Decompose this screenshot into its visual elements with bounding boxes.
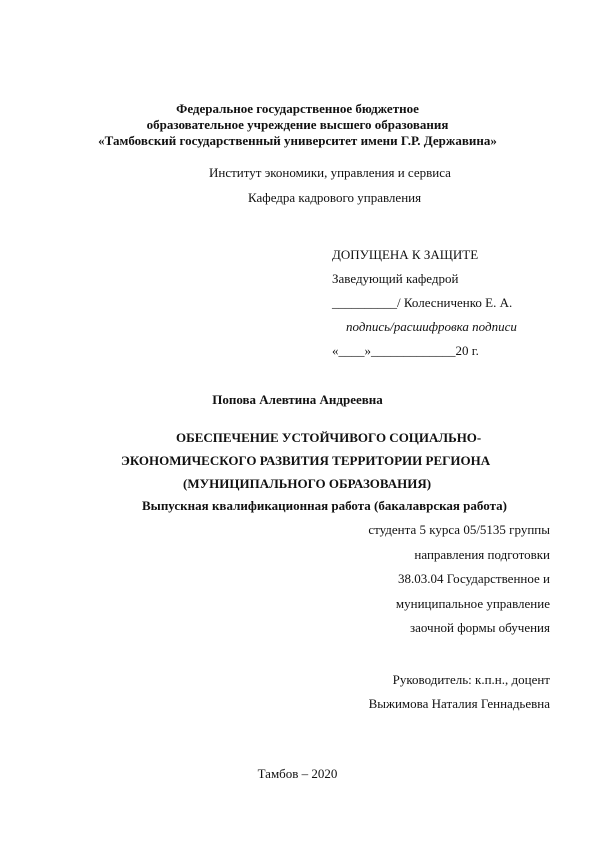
thesis-title-line-3: (МУНИЦИПАЛЬНОГО ОБРАЗОВАНИЯ) [183, 476, 432, 491]
student-line-2: направления подготовки [414, 547, 550, 562]
student-line-5: заочной формы обучения [409, 620, 550, 635]
approval-title: ДОПУЩЕНА К ЗАЩИТЕ [332, 247, 479, 262]
author-name: Попова Алевтина Андреевна [212, 392, 383, 407]
supervisor-title: Руководитель: к.п.н., доцент [392, 672, 550, 687]
approval-signature-line: __________/ Колесниченко Е. А. [332, 295, 513, 310]
student-line-3: 38.03.04 Государственное и [398, 571, 550, 586]
header-line-2: образовательное учреждение высшего образования [146, 117, 449, 132]
supervisor-name: Выжимова Наталия Геннадьевна [368, 696, 550, 711]
header-line-1: Федеральное государственное бюджетное [176, 101, 419, 116]
work-type: Выпускная квалификационная работа (бакалаврская работа) [142, 498, 507, 513]
approval-signature-caption: подпись/расшифровка подписи [346, 319, 517, 334]
student-line-1: студента 5 курса 05/5135 группы [368, 522, 550, 537]
city-year: Тамбов – 2020 [257, 766, 338, 781]
thesis-title-line-2: ЭКОНОМИЧЕСКОГО РАЗВИТИЯ ТЕРРИТОРИИ РЕГИОНА [121, 453, 491, 468]
department-name: Кафедра кадрового управления [248, 190, 422, 205]
approval-position: Заведующий кафедрой [332, 271, 459, 286]
approval-date-line: «____»_____________20 г. [332, 343, 479, 358]
thesis-title-line-1: ОБЕСПЕЧЕНИЕ УСТОЙЧИВОГО СОЦИАЛЬНО- [176, 430, 482, 445]
institute-name: Институт экономики, управления и сервиса [209, 165, 451, 180]
header-line-3: «Тамбовский государственный университет имени Г.Р. Державина» [98, 133, 497, 148]
student-line-4: муниципальное управление [395, 596, 550, 611]
